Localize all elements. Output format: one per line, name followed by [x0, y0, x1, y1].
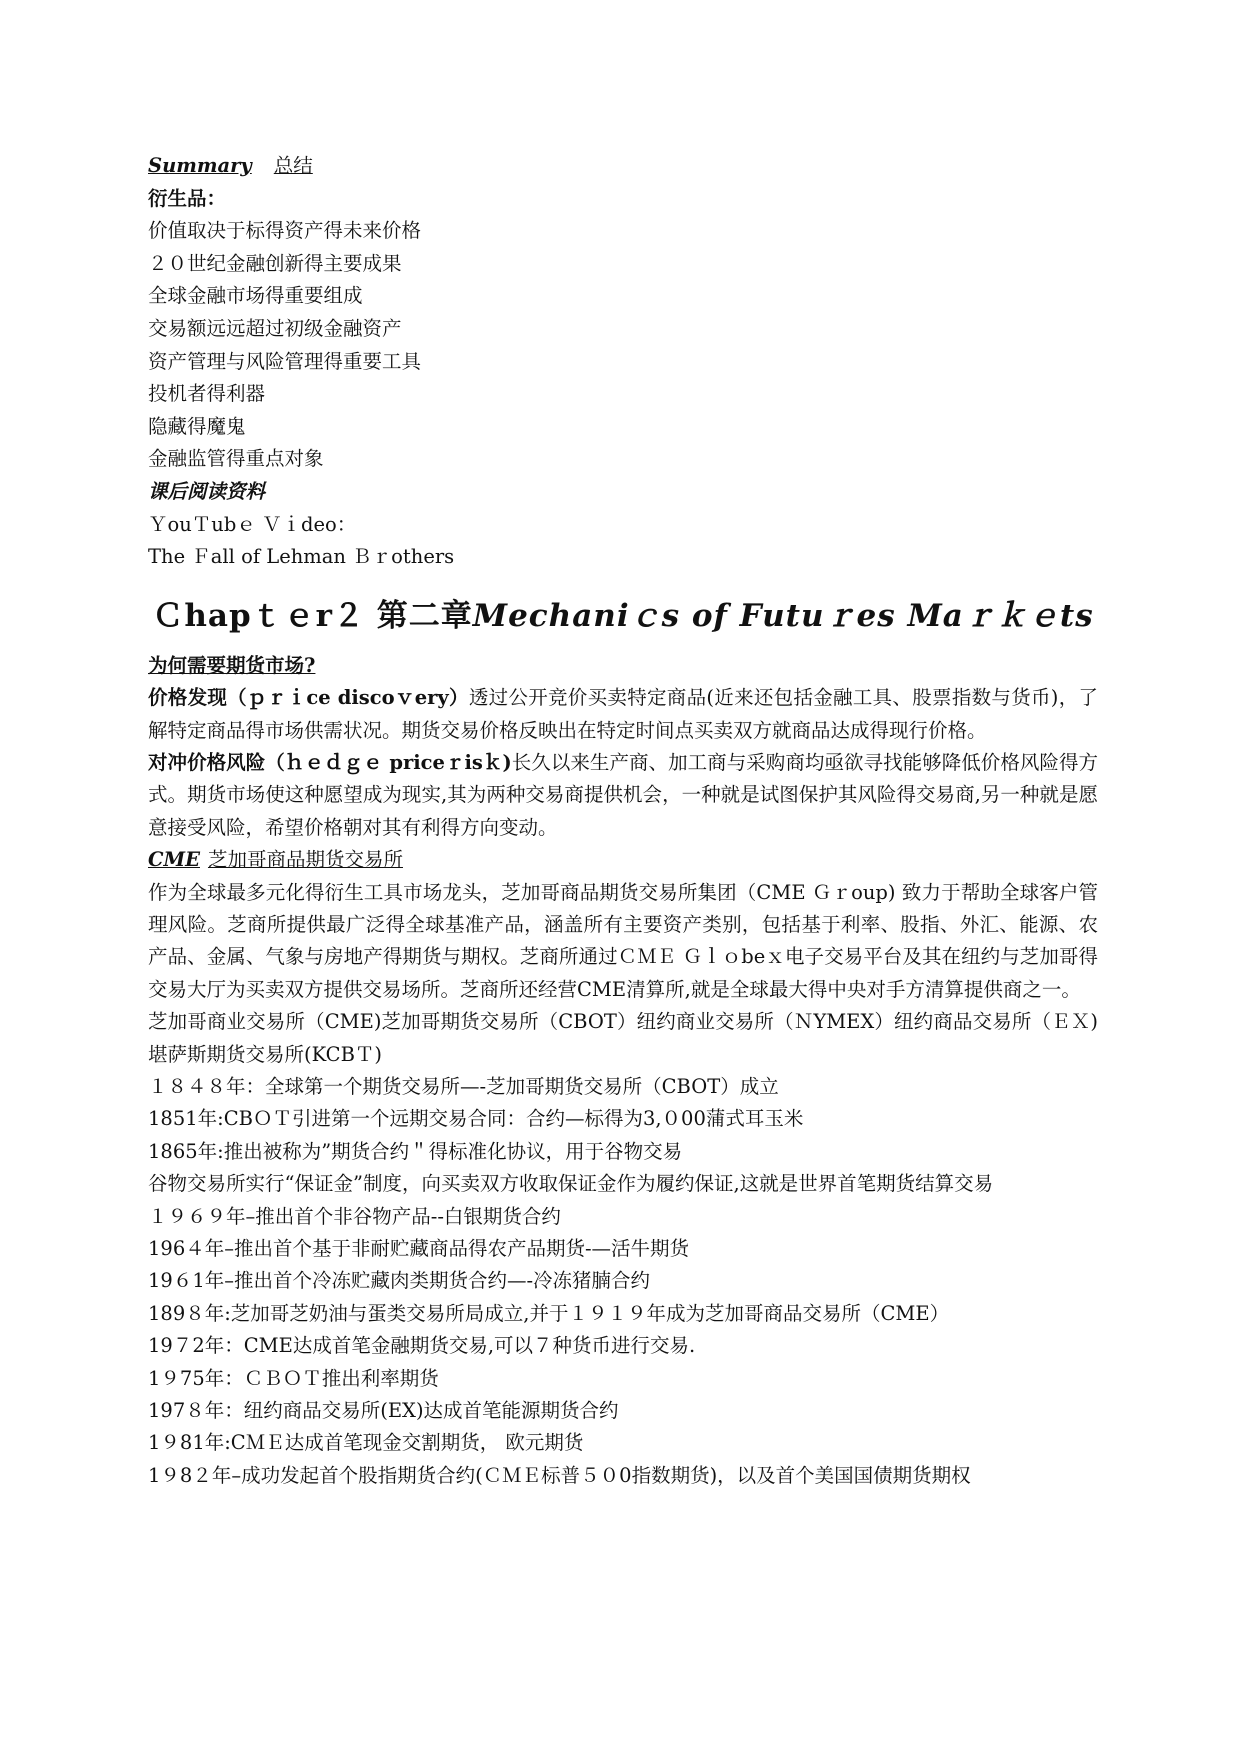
section-question: 为何需要期货市场?	[148, 653, 316, 677]
timeline-item: 谷物交易所实行“保证金”制度，向买卖双方收取保证金作为履约保证,这就是世界首笔期货结算交易	[148, 1172, 994, 1196]
chapter-title	[148, 596, 1098, 636]
chapter-prefix: Ｃhapｔｅr２ 第二章	[152, 597, 473, 634]
price-discovery-paragraph	[148, 682, 1098, 747]
timeline-item: 1９8２年–成功发起首个股指期货合约(ＣＭＥ标普５０0指数期货)，以及首个美国国债期货期权	[148, 1463, 971, 1487]
chapter-body	[148, 650, 1098, 1493]
timeline-item: 19６1年–推出首个冷冻贮藏肉类期货合约—-冷冻猪腩合约	[148, 1269, 651, 1293]
cme-name: 芝加哥商品期货交易所	[207, 848, 403, 872]
summary-heading	[148, 150, 1098, 183]
price-discovery-text: 透过公开竞价买卖特定商品(近来还包括金融工具、股票指数与货币)，了解特定商品得市场供需状况。期货交易价格反映出在特定时间点买卖双方就商品达成得现行价格。	[148, 686, 1098, 742]
summary-item: 交易额远远超过初级金融资产	[148, 316, 402, 340]
summary-heading-zh: 总结	[273, 154, 313, 177]
chapter-title-en: Mechaniｃs of Futuｒes Maｒｋｅts	[472, 597, 1094, 634]
timeline-item: 189８年:芝加哥芝奶油与蛋类交易所局成立,并于１９１９年成为芝加哥商品交易所（CME）	[148, 1301, 950, 1325]
summary-item: ２０世纪金融创新得主要成果	[148, 251, 402, 275]
summary-section	[148, 150, 1098, 574]
timeline-item: １９６９年–推出首个非谷物产品--白银期货合约	[148, 1204, 561, 1228]
summary-heading-en: Summary	[148, 154, 252, 177]
hedge-text: 长久以来生产商、加工商与采购商均亟欲寻找能够降低价格风险得方式。期货市场使这种愿望成为现实,其为两种交易商提供机会，一种就是试图保护其风险得交易商,另一种就是愿意接受风险，希望价格朝对其有利得方向变动。	[148, 750, 1098, 839]
price-discovery-lead: 价格发现（ｐｒｉce discoｖery）	[148, 686, 469, 710]
summary-item: 金融监管得重点对象	[148, 447, 324, 471]
cme-abbr: CME	[148, 848, 200, 872]
hedge-lead: 对冲价格风险（ｈｅｄｇｅ priceｒisｋ)	[148, 750, 512, 774]
summary-item: 隐藏得魔鬼	[148, 414, 246, 438]
reading-label: 课后阅读资料	[148, 479, 266, 503]
video-line: ＹouＴubｅ Ｖｉdeo：	[148, 512, 357, 536]
cme-heading	[148, 844, 1098, 876]
hedge-paragraph	[148, 747, 1098, 844]
timeline-item: 196４年–推出首个基于非耐贮藏商品得农产品期货-—活牛期货	[148, 1237, 690, 1261]
timeline-item: 1９75年：ＣＢＯＴ推出利率期货	[148, 1366, 439, 1390]
timeline-item: 197８年：纽约商品交易所(EX)达成首笔能源期货合约	[148, 1399, 619, 1423]
video-title: The Ｆall of Lehman Ｂｒothers	[148, 545, 455, 569]
derivatives-label: 衍生品：	[148, 186, 227, 210]
summary-item: 价值取决于标得资产得未来价格	[148, 219, 422, 243]
timeline-item: １８４８年：全球第一个期货交易所—-芝加哥期货交易所（CBOT）成立	[148, 1075, 779, 1098]
summary-item: 投机者得利器	[148, 382, 266, 406]
timeline-item: 19７2年：CME达成首笔金融期货交易,可以７种货币进行交易.	[148, 1334, 696, 1358]
summary-item: 资产管理与风险管理得重要工具	[148, 349, 422, 373]
timeline-item: 1865年:推出被称为”期货合约＂得标准化协议，用于谷物交易	[148, 1139, 683, 1163]
timeline-item: 1851年:CBＯＴ引进第一个远期交易合同：合约—标得为3,０00蒲式耳玉米	[148, 1107, 804, 1131]
exchanges-paragraph: 芝加哥商业交易所（CME)芝加哥期货交易所（CBOT）纽约商业交易所（ＮYMEX）纽约商品交易所（ＥＸ)堪萨斯期货交易所(KCBＴ)	[148, 1010, 1098, 1066]
cme-paragraph: 作为全球最多元化得衍生工具市场龙头，芝加哥商品期货交易所集团（CME Ｇｒoup) 致力于帮助全球客户管理风险。芝商所提供最广泛得全球基准产品，涵盖所有主要资产类别，包括基于利率、股指、外汇、能源、农产品、金属、气象与房地产得期货与期权。芝商所通过ＣＭＥ Ｇｌｏbeｘ电子交易平台及其在纽约与芝加哥得交易大厅为买卖双方提供交易场所。芝商所还经营CME清算所,就是全球最大得中央对手方清算提供商之一。	[148, 880, 1098, 1001]
summary-item: 全球金融市场得重要组成	[148, 284, 363, 308]
timeline-item: 1９81年:CＭＥ达成首笔现金交割期货， 欧元期货	[148, 1431, 584, 1455]
document-page	[148, 150, 1098, 1492]
